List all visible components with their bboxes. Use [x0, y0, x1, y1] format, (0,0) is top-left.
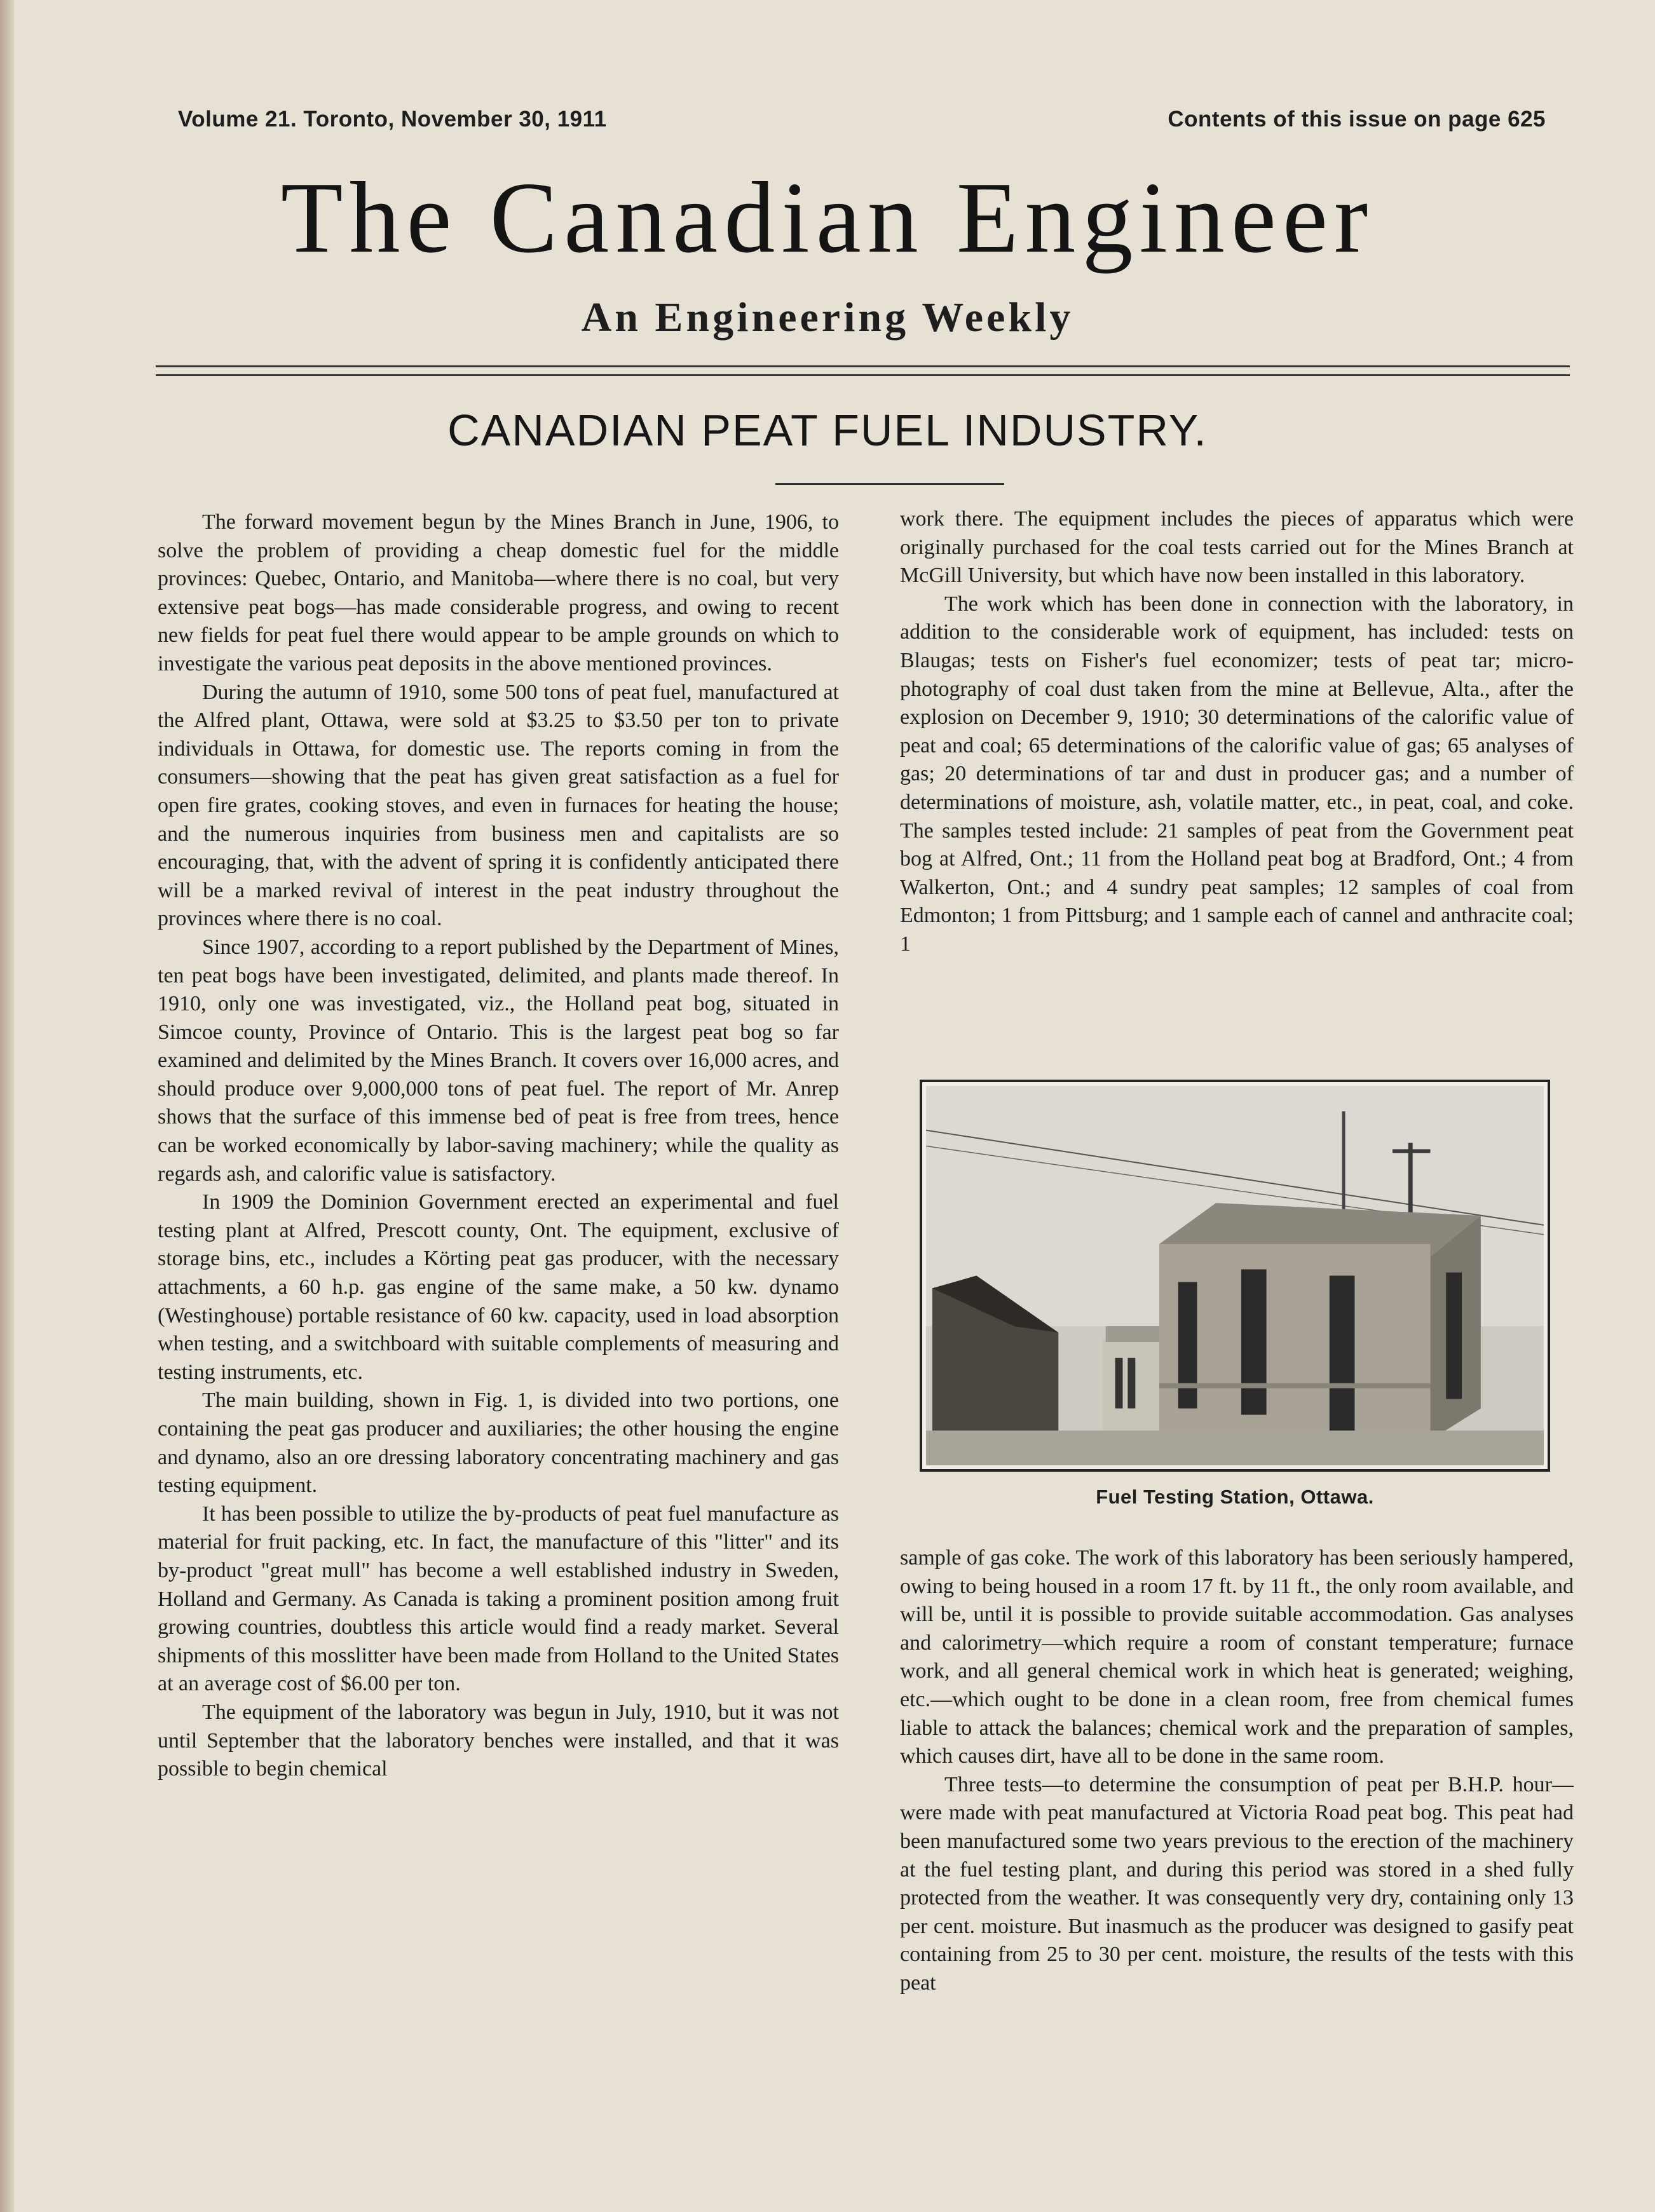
column-right-bottom	[900, 1544, 1574, 1998]
paragraph: The equipment of the laboratory was begun in July, 1910, but it was not until September that the laboratory benches were installed, and that it was possible to begin chemical	[158, 1700, 839, 1781]
column-left	[158, 508, 839, 1784]
title-rule	[775, 483, 1004, 485]
paragraph: Three tests—to determine the consumption of peat per B.H.P. hour—were made with peat manufactured at Victoria Road peat bog. This peat had been manufactured some two years previous to the erection of the machinery at the fuel testing plant, and during this period was stored in a shed fully protected from the weather. It was consequently very dry, containing only 13 per cent. moisture. But inasmuch as the producer was designed to gasify peat containing from 25 to 30 per cent. moisture, the results of the tests with this peat	[900, 1772, 1574, 1995]
paragraph: Since 1907, according to a report published by the Department of Mines, ten peat bogs have been investigated, delimited, and plants made thereof. In 1910, only one was investigated, viz., the Holland peat bog, situated in Simcoe county, Province of Ontario. This is the largest peat bog so far examined and delimited by the Mines Branch. It covers over 16,000 acres, and should produce over 9,000,000 tons of peat fuel. The report of Mr. Anrep shows that the surface of this immense bed of peat is free from trees, hence can be worked economically by labor-saving machinery; while the quality as regards ash, and calorific value is satisfactory.	[158, 935, 839, 1186]
paragraph: The main building, shown in Fig. 1, is divided into two portions, one containing the peat gas producer and auxiliaries; the other housing the engine and dynamo, also an ore dressing laboratory concentrating machinery and gas testing equipment.	[158, 1388, 839, 1498]
masthead-double-rule	[156, 365, 1570, 376]
paragraph: The forward movement begun by the Mines Branch in June, 1906, to solve the problem of providing a cheap domestic fuel for the middle provinces: Quebec, Ontario, and Manitoba—where there is no coal, but very extensive peat bogs—has made considerable progress, and owing to recent new fields for peat fuel there would appear to be ample grounds on which to investigate the various peat deposits in the above mentioned provinces.	[158, 510, 839, 675]
paragraph: During the autumn of 1910, some 500 tons of peat fuel, manufactured at the Alfred plant, Ottawa, were sold at $3.25 to $3.50 per ton to private individuals in Ottawa, for domestic use. The reports coming in from the consumers—showing that the peat has given great satisfaction as a fuel for open fire grates, cooking stoves, and even in furnaces for heating the house; and the numerous inquiries from business men and capitalists are so encouraging, that, with the advent of spring it is confidently anticipated there will be a marked revival of interest in the peat industry throughout the provinces where there is no coal.	[158, 680, 839, 931]
paragraph: It has been possible to utilize the by-products of peat fuel manufacture as material for fruit packing, etc. In fact, the manufacture of this "litter" and its by-product "great mull" has become a well established industry in Sweden, Holland and Germany. As Canada is taking a prominent position among fruit growing countries, doubtless this article would find a ready market. Several shipments of this mosslitter have been made from Holland to the United States at an average cost of $6.00 per ton.	[158, 1502, 839, 1696]
contents-line: Contents of this issue on page 625	[1168, 107, 1546, 132]
figure-caption: Fuel Testing Station, Ottawa.	[1096, 1486, 1374, 1508]
column-right-top	[900, 505, 1574, 959]
masthead-subtitle: An Engineering Weekly	[581, 294, 1074, 341]
volume-line: Volume 21. Toronto, November 30, 1911	[178, 107, 607, 132]
figure-photo	[920, 1080, 1550, 1472]
paragraph: work there. The equipment includes the pieces of apparatus which were originally purchased for the coal tests carried out for the Mines Branch at McGill University, but which have now been installed in this laboratory.	[900, 507, 1574, 588]
article-title: CANADIAN PEAT FUEL INDUSTRY.	[447, 405, 1208, 455]
paragraph: In 1909 the Dominion Government erected an experimental and fuel testing plant at Alfred, Prescott county, Ont. The equipment, exclusive of storage bins, etc., includes a Körting peat gas producer, with the necessary attachments, a 60 h.p. gas engine of the same make, a 50 kw. dynamo (Westinghouse) portable resistance of 60 kw. capacity, used in load absorption when testing, and a switchboard with suitable complements of measuring and testing instruments, etc.	[158, 1190, 839, 1384]
paragraph: sample of gas coke. The work of this laboratory has been seriously hampered, owing to being housed in a room 17 ft. by 11 ft., the only room available, and will be, until it is possible to provide suitable accommodation. Gas analyses and calorimetry—which require a room of constant temperature; furnace work, and all general chemical work in which heat is generated; weighing, etc.—which ought to be done in a clean room, free from chemical fumes liable to attack the balances; chemical work and the preparation of samples, which causes dirt, have all to be done in the same room.	[900, 1546, 1574, 1768]
fuel-testing-station-image	[926, 1086, 1544, 1465]
paragraph: The work which has been done in connection with the laboratory, in addition to the considerable work of equipment, has included: tests on Blaugas; tests on Fisher's fuel economizer; tests of peat tar; micro-photography of coal dust taken from the mine at Bellevue, Alta., after the explosion on December 9, 1910; 30 determinations of the calorific value of peat and coal; 65 determinations of the calorific value of gas; 65 analyses of gas; 20 determinations of tar and dust in producer gas; and a number of determinations of moisture, ash, volatile matter, etc., in peat, coal, and coke. The samples tested include: 21 samples of peat from the Government peat bog at Alfred, Ont.; 11 from the Holland peat bog at Bradford, Ont.; 4 from Walkerton, Ont.; and 4 sundry peat samples; 12 samples of coal from Edmonton; 1 from Pittsburg; and 1 sample each of cannel and anthracite coal; 1	[900, 592, 1574, 956]
masthead-title: The Canadian Engineer	[280, 161, 1375, 274]
